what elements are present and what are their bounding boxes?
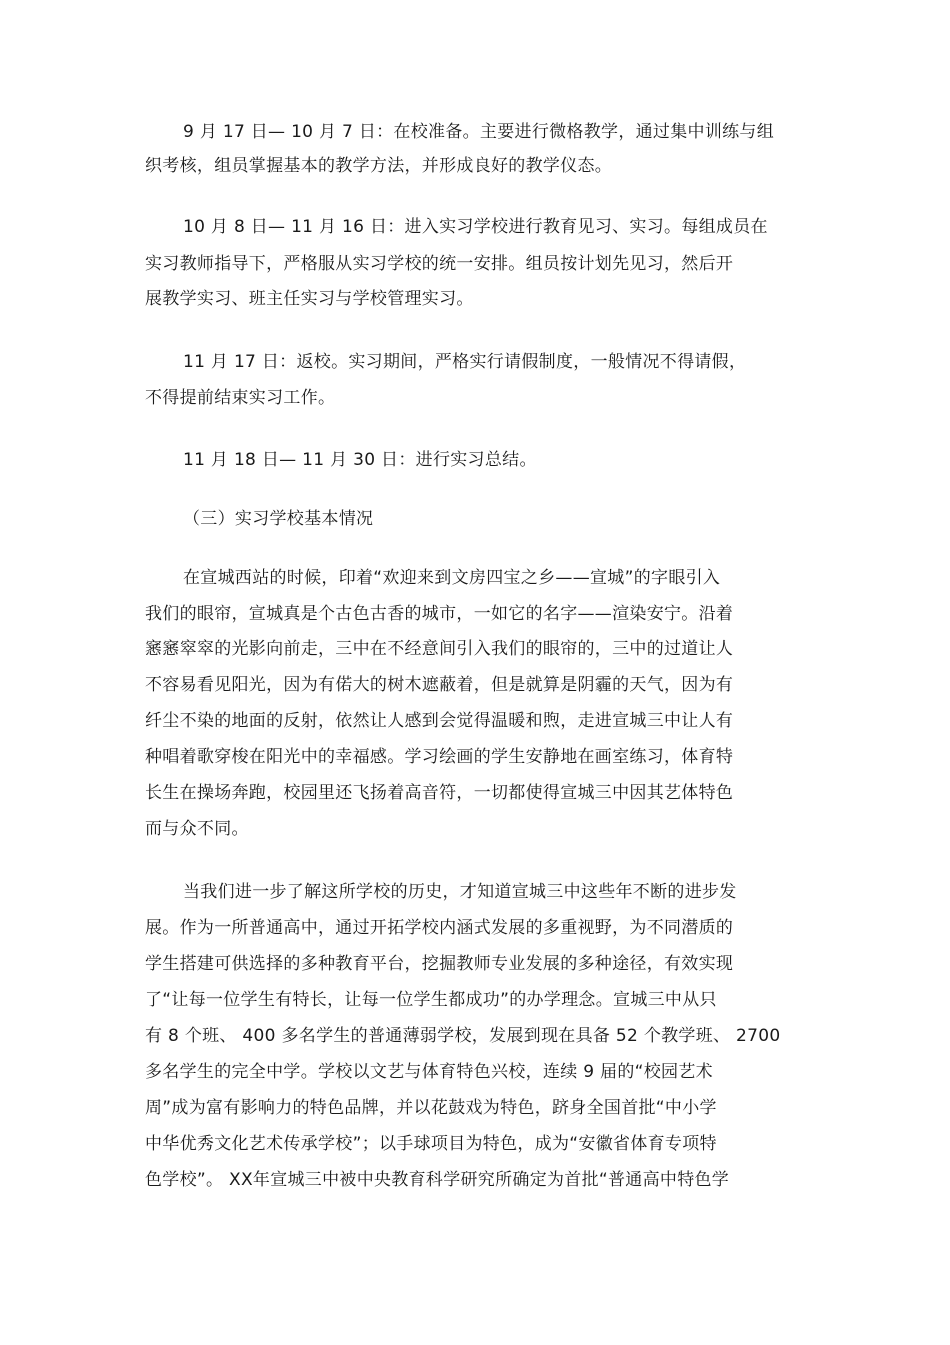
text-line: 实习教师指导下，严格服从实习学校的统一安排。组员按计划先见习，然后开: [145, 254, 734, 274]
text-line: 我们的眼帘，宣城真是个古色古香的城市，一如它的名字——渲染安宁。沿着: [145, 604, 734, 624]
text-line: 9 月 17 日— 10 月 7 日：在校准备。主要进行微格教学，通过集中训练与组: [183, 122, 775, 142]
text-line: 有 8 个班、 400 多名学生的普通薄弱学校，发展到现在具备 52 个教学班、 2700: [145, 1026, 781, 1046]
text-line: 纤尘不染的地面的反射，依然让人感到会觉得温暖和煦，走进宣城三中让人有: [145, 711, 734, 731]
text-line: 在宣城西站的时候，印着“欢迎来到文房四宝之乡——宣城”的字眼引入: [183, 568, 721, 588]
text-line: 不容易看见阳光，因为有偌大的树木遮蔽着，但是就算是阴霾的天气，因为有: [145, 675, 734, 695]
text-line: 色学校”。 XX年宣城三中被中央教育科学研究所确定为首批“普通高中特色学: [145, 1170, 730, 1190]
text-line: 周”成为富有影响力的特色品牌，并以花鼓戏为特色，跻身全国首批“中小学: [145, 1098, 717, 1118]
text-line: 11 月 17 日：返校。实习期间，严格实行请假制度，一般情况不得请假，: [183, 352, 747, 372]
text-line: 展教学实习、班主任实习与学校管理实习。: [145, 289, 474, 309]
text-line: 种唱着歌穿梭在阳光中的幸福感。学习绘画的学生安静地在画室练习，体育特: [145, 747, 734, 767]
section-heading: （三）实习学校基本情况: [183, 509, 374, 529]
text-line: 10 月 8 日— 11 月 16 日：进入实习学校进行教育见习、实习。每组成员在: [183, 217, 768, 237]
text-line: 织考核，组员掌握基本的教学方法，并形成良好的教学仪态。: [145, 156, 613, 176]
text-line: 长生在操场奔跑，校园里还飞扬着高音符，一切都使得宣城三中因其艺体特色: [145, 783, 734, 803]
text-line: 展。作为一所普通高中，通过开拓学校内涵式发展的多重视野，为不同潜质的: [145, 918, 734, 938]
text-line: 多名学生的完全中学。学校以文艺与体育特色兴校，连续 9 届的“校园艺术: [145, 1062, 713, 1082]
text-line: 窸窸窣窣的光影向前走，三中在不经意间引入我们的眼帘的，三中的过道让人: [145, 639, 734, 659]
text-line: 了“让每一位学生有特长，让每一位学生都成功”的办学理念。宣城三中从只: [145, 990, 717, 1010]
text-line: 而与众不同。: [145, 819, 249, 839]
text-line: 学生搭建可供选择的多种教育平台，挖掘教师专业发展的多种途径，有效实现: [145, 954, 734, 974]
text-line: 中华优秀文化艺术传承学校”；以手球项目为特色，成为“安徽省体育专项特: [145, 1134, 717, 1154]
text-line: 当我们进一步了解这所学校的历史，才知道宣城三中这些年不断的进步发: [183, 882, 737, 902]
text-line: 不得提前结束实习工作。: [145, 388, 336, 408]
text-line: 11 月 18 日— 11 月 30 日：进行实习总结。: [183, 450, 537, 470]
